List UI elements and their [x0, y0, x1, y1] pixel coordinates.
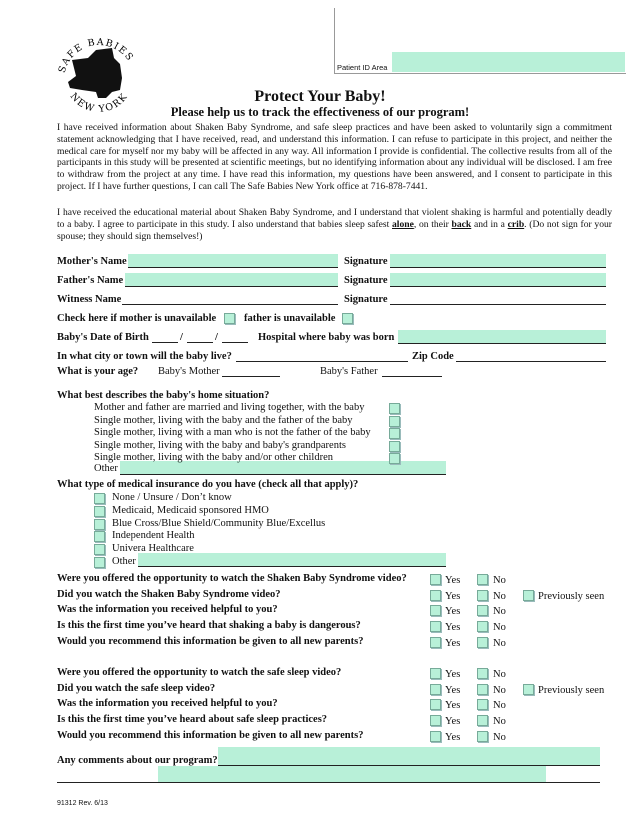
- patient-id-divider: [334, 8, 335, 74]
- sbs-yes-checkbox[interactable]: [430, 605, 441, 616]
- insurance-option-checkbox[interactable]: [94, 506, 105, 517]
- insurance-other-input[interactable]: [138, 553, 446, 567]
- hospital-label: Hospital where baby was born: [258, 332, 395, 343]
- sleep-question: Would you recommend this information be given to all new parents?: [57, 729, 364, 741]
- patient-id-baseline: [334, 73, 626, 74]
- sleep-previously-seen-label: Previously seen: [538, 684, 605, 696]
- sleep-no-checkbox[interactable]: [477, 684, 488, 695]
- sbs-question: Was the information you received helpful to you?: [57, 604, 278, 616]
- sleep-yes-checkbox[interactable]: [430, 684, 441, 695]
- babys-father-age-input[interactable]: [382, 376, 442, 377]
- sbs-yes-label: Yes: [445, 575, 461, 586]
- witness-signature-input[interactable]: [390, 304, 606, 305]
- logo-top-text: SAFE BABIES: [56, 36, 136, 75]
- babys-father-age-label: Baby's Father: [320, 366, 378, 377]
- father-signature-input[interactable]: [390, 273, 606, 287]
- comments-input-line1[interactable]: [218, 747, 600, 766]
- sbs-question: Would you recommend this information be given to all new parents?: [57, 635, 364, 647]
- dob-label: Baby's Date of Birth: [57, 332, 149, 343]
- agreement-paragraph: I have received the educational material about Shaken Baby Syndrome, and I understand that violent shaking is harmful and potentially deadly to a baby. I agree to participate in this study. I also understand that babies sleep safest alone, on their back and in a crib. (Do not sign for your spouse; they should sign themselves!): [57, 207, 613, 242]
- insurance-option-checkbox[interactable]: [94, 531, 105, 542]
- age-label: What is your age?: [57, 366, 139, 377]
- insurance-option-checkbox[interactable]: [94, 544, 105, 555]
- father-signature-label: Signature: [344, 275, 388, 286]
- insurance-option-label: Medicaid, Medicaid sponsored HMO: [112, 504, 269, 516]
- dob-slash: /: [215, 332, 218, 343]
- sbs-previously-seen-checkbox[interactable]: [523, 590, 534, 601]
- sleep-no-label: No: [493, 731, 506, 743]
- sbs-no-checkbox[interactable]: [477, 605, 488, 616]
- sbs-yes-label: Yes: [445, 590, 461, 602]
- sleep-no-label: No: [493, 669, 506, 680]
- sbs-question: Is this the first time you’ve heard that shaking a baby is dangerous?: [57, 620, 361, 632]
- sleep-no-checkbox[interactable]: [477, 668, 488, 679]
- sbs-no-label: No: [493, 637, 506, 649]
- insurance-option-label: Univera Healthcare: [112, 543, 194, 555]
- insurance-option-checkbox[interactable]: [94, 493, 105, 504]
- home-option-label: Single mother, living with the baby and/or other children: [94, 452, 333, 463]
- hospital-input[interactable]: [398, 330, 606, 344]
- sleep-question: Were you offered the opportunity to watch the safe sleep video?: [57, 667, 342, 678]
- sleep-yes-checkbox[interactable]: [430, 699, 441, 710]
- sbs-no-label: No: [493, 606, 506, 618]
- sbs-no-checkbox[interactable]: [477, 574, 488, 585]
- sbs-yes-checkbox[interactable]: [430, 574, 441, 585]
- sbs-previously-seen-label: Previously seen: [538, 590, 605, 602]
- sleep-no-label: No: [493, 700, 506, 712]
- patient-id-label: Patient ID Area: [337, 63, 388, 72]
- sbs-yes-label: Yes: [445, 637, 461, 649]
- sleep-yes-label: Yes: [445, 669, 461, 680]
- comments-label: Any comments about our program?: [57, 755, 218, 766]
- sleep-yes-checkbox[interactable]: [430, 731, 441, 742]
- sleep-yes-label: Yes: [445, 716, 461, 728]
- sleep-no-label: No: [493, 716, 506, 728]
- witness-name-label: Witness Name: [57, 294, 122, 305]
- sleep-yes-checkbox[interactable]: [430, 668, 441, 679]
- sleep-question: Is this the first time you’ve heard about safe sleep practices?: [57, 714, 328, 726]
- father-name-input[interactable]: [125, 273, 338, 287]
- sbs-no-checkbox[interactable]: [477, 590, 488, 601]
- sleep-yes-label: Yes: [445, 684, 461, 696]
- mother-signature-label: Signature: [344, 256, 388, 267]
- sleep-question: Did you watch the safe sleep video?: [57, 682, 216, 694]
- sbs-yes-checkbox[interactable]: [430, 590, 441, 601]
- insurance-option-label: Independent Health: [112, 530, 195, 542]
- consent-paragraph: I have received information about Shaken Baby Syndrome, and safe sleep practices and have been asked to voluntarily sign a commitment statement acknowledging that I have received, read, and understand this information. I can refuse to participate in this project, and neither the medical care for myself nor my baby will be affected in any way. All information I provide is confidential. The collective results from all of the participants in this study will be presented at scientific meetings, but no identifying information about any individual will be disclosed. I am free to withdraw from the project at any time. I have read this information, my questions have been answered, and I consent to participate in this project. If I have further questions, I can call The Safe Babies New York office at 716-878-7441.: [57, 122, 612, 192]
- home-option-checkbox[interactable]: [389, 441, 400, 452]
- sbs-no-label: No: [493, 622, 506, 634]
- dob-month-input[interactable]: [152, 342, 178, 343]
- insurance-question: What type of medical insurance do you have (check all that apply)?: [57, 479, 359, 490]
- sleep-no-label: No: [493, 684, 506, 696]
- logo-bottom-text: NEW YORK: [67, 90, 131, 116]
- form-revision: 91312 Rev. 6/13: [57, 800, 108, 807]
- sleep-no-checkbox[interactable]: [477, 699, 488, 710]
- dob-day-input[interactable]: [187, 342, 213, 343]
- insurance-option-checkbox[interactable]: [94, 557, 105, 568]
- city-input[interactable]: [236, 361, 408, 362]
- sleep-no-checkbox[interactable]: [477, 715, 488, 726]
- sbs-question: Did you watch the Shaken Baby Syndrome video?: [57, 588, 281, 600]
- insurance-option-label: None / Unsure / Don’t know: [112, 492, 232, 503]
- dob-year-input[interactable]: [222, 342, 248, 343]
- home-option-label: Single mother, living with the baby and the father of the baby: [94, 414, 353, 426]
- page-subtitle: Please help us to track the effectiveness of our program!: [170, 105, 470, 119]
- sbs-yes-checkbox[interactable]: [430, 621, 441, 632]
- father-name-label: Father's Name: [57, 275, 124, 286]
- sbs-no-checkbox[interactable]: [477, 637, 488, 648]
- sbs-no-checkbox[interactable]: [477, 621, 488, 632]
- zip-input[interactable]: [456, 361, 606, 362]
- home-option-checkbox[interactable]: [389, 453, 400, 464]
- sleep-yes-checkbox[interactable]: [430, 715, 441, 726]
- sleep-yes-label: Yes: [445, 731, 461, 743]
- sbs-question: Were you offered the opportunity to watch the Shaken Baby Syndrome video?: [57, 573, 407, 584]
- father-unavailable-label: father is unavailable: [244, 313, 336, 324]
- sbs-yes-label: Yes: [445, 622, 461, 634]
- home-other-label: Other: [94, 463, 118, 474]
- witness-name-input[interactable]: [122, 304, 338, 305]
- witness-signature-label: Signature: [344, 294, 388, 305]
- page-title: Protect Your Baby!: [254, 88, 386, 105]
- dob-slash: /: [180, 332, 183, 343]
- father-unavailable-checkbox[interactable]: [342, 313, 353, 324]
- city-label: In what city or town will the baby live?: [57, 351, 232, 362]
- sleep-previously-seen-checkbox[interactable]: [523, 684, 534, 695]
- comments-input-line2[interactable]: [158, 766, 546, 782]
- home-option-label: Mother and father are married and living together, with the baby: [94, 402, 365, 413]
- mother-name-label: Mother's Name: [57, 256, 127, 267]
- mother-name-input[interactable]: [128, 254, 338, 268]
- zip-label: Zip Code: [412, 351, 454, 362]
- sleep-question: Was the information you received helpful to you?: [57, 698, 278, 710]
- sbs-no-label: No: [493, 590, 506, 602]
- comments-input-line2-base: [57, 782, 600, 783]
- mother-unavailable-checkbox[interactable]: [224, 313, 235, 324]
- sbs-yes-checkbox[interactable]: [430, 637, 441, 648]
- babys-mother-age-label: Baby's Mother: [158, 366, 220, 377]
- home-option-checkbox[interactable]: [389, 428, 400, 439]
- mother-signature-input[interactable]: [390, 254, 606, 268]
- insurance-option-checkbox[interactable]: [94, 519, 105, 530]
- sleep-yes-label: Yes: [445, 700, 461, 712]
- home-option-label: Single mother, living with the baby and baby's grandparents: [94, 439, 346, 451]
- sleep-no-checkbox[interactable]: [477, 731, 488, 742]
- home-situation-question: What best describes the baby's home situation?: [57, 390, 270, 401]
- insurance-option-label: Blue Cross/Blue Shield/Community Blue/Excellus: [112, 517, 326, 529]
- sbs-no-label: No: [493, 575, 506, 586]
- sbs-yes-label: Yes: [445, 606, 461, 618]
- insurance-option-label: Other: [112, 556, 136, 567]
- home-option-checkbox[interactable]: [389, 403, 400, 414]
- patient-id-input[interactable]: [392, 52, 625, 72]
- home-option-label: Single mother, living with a man who is not the father of the baby: [94, 427, 371, 438]
- babys-mother-age-input[interactable]: [222, 376, 280, 377]
- mother-unavailable-label: Check here if mother is unavailable: [57, 313, 217, 324]
- home-option-checkbox[interactable]: [389, 416, 400, 427]
